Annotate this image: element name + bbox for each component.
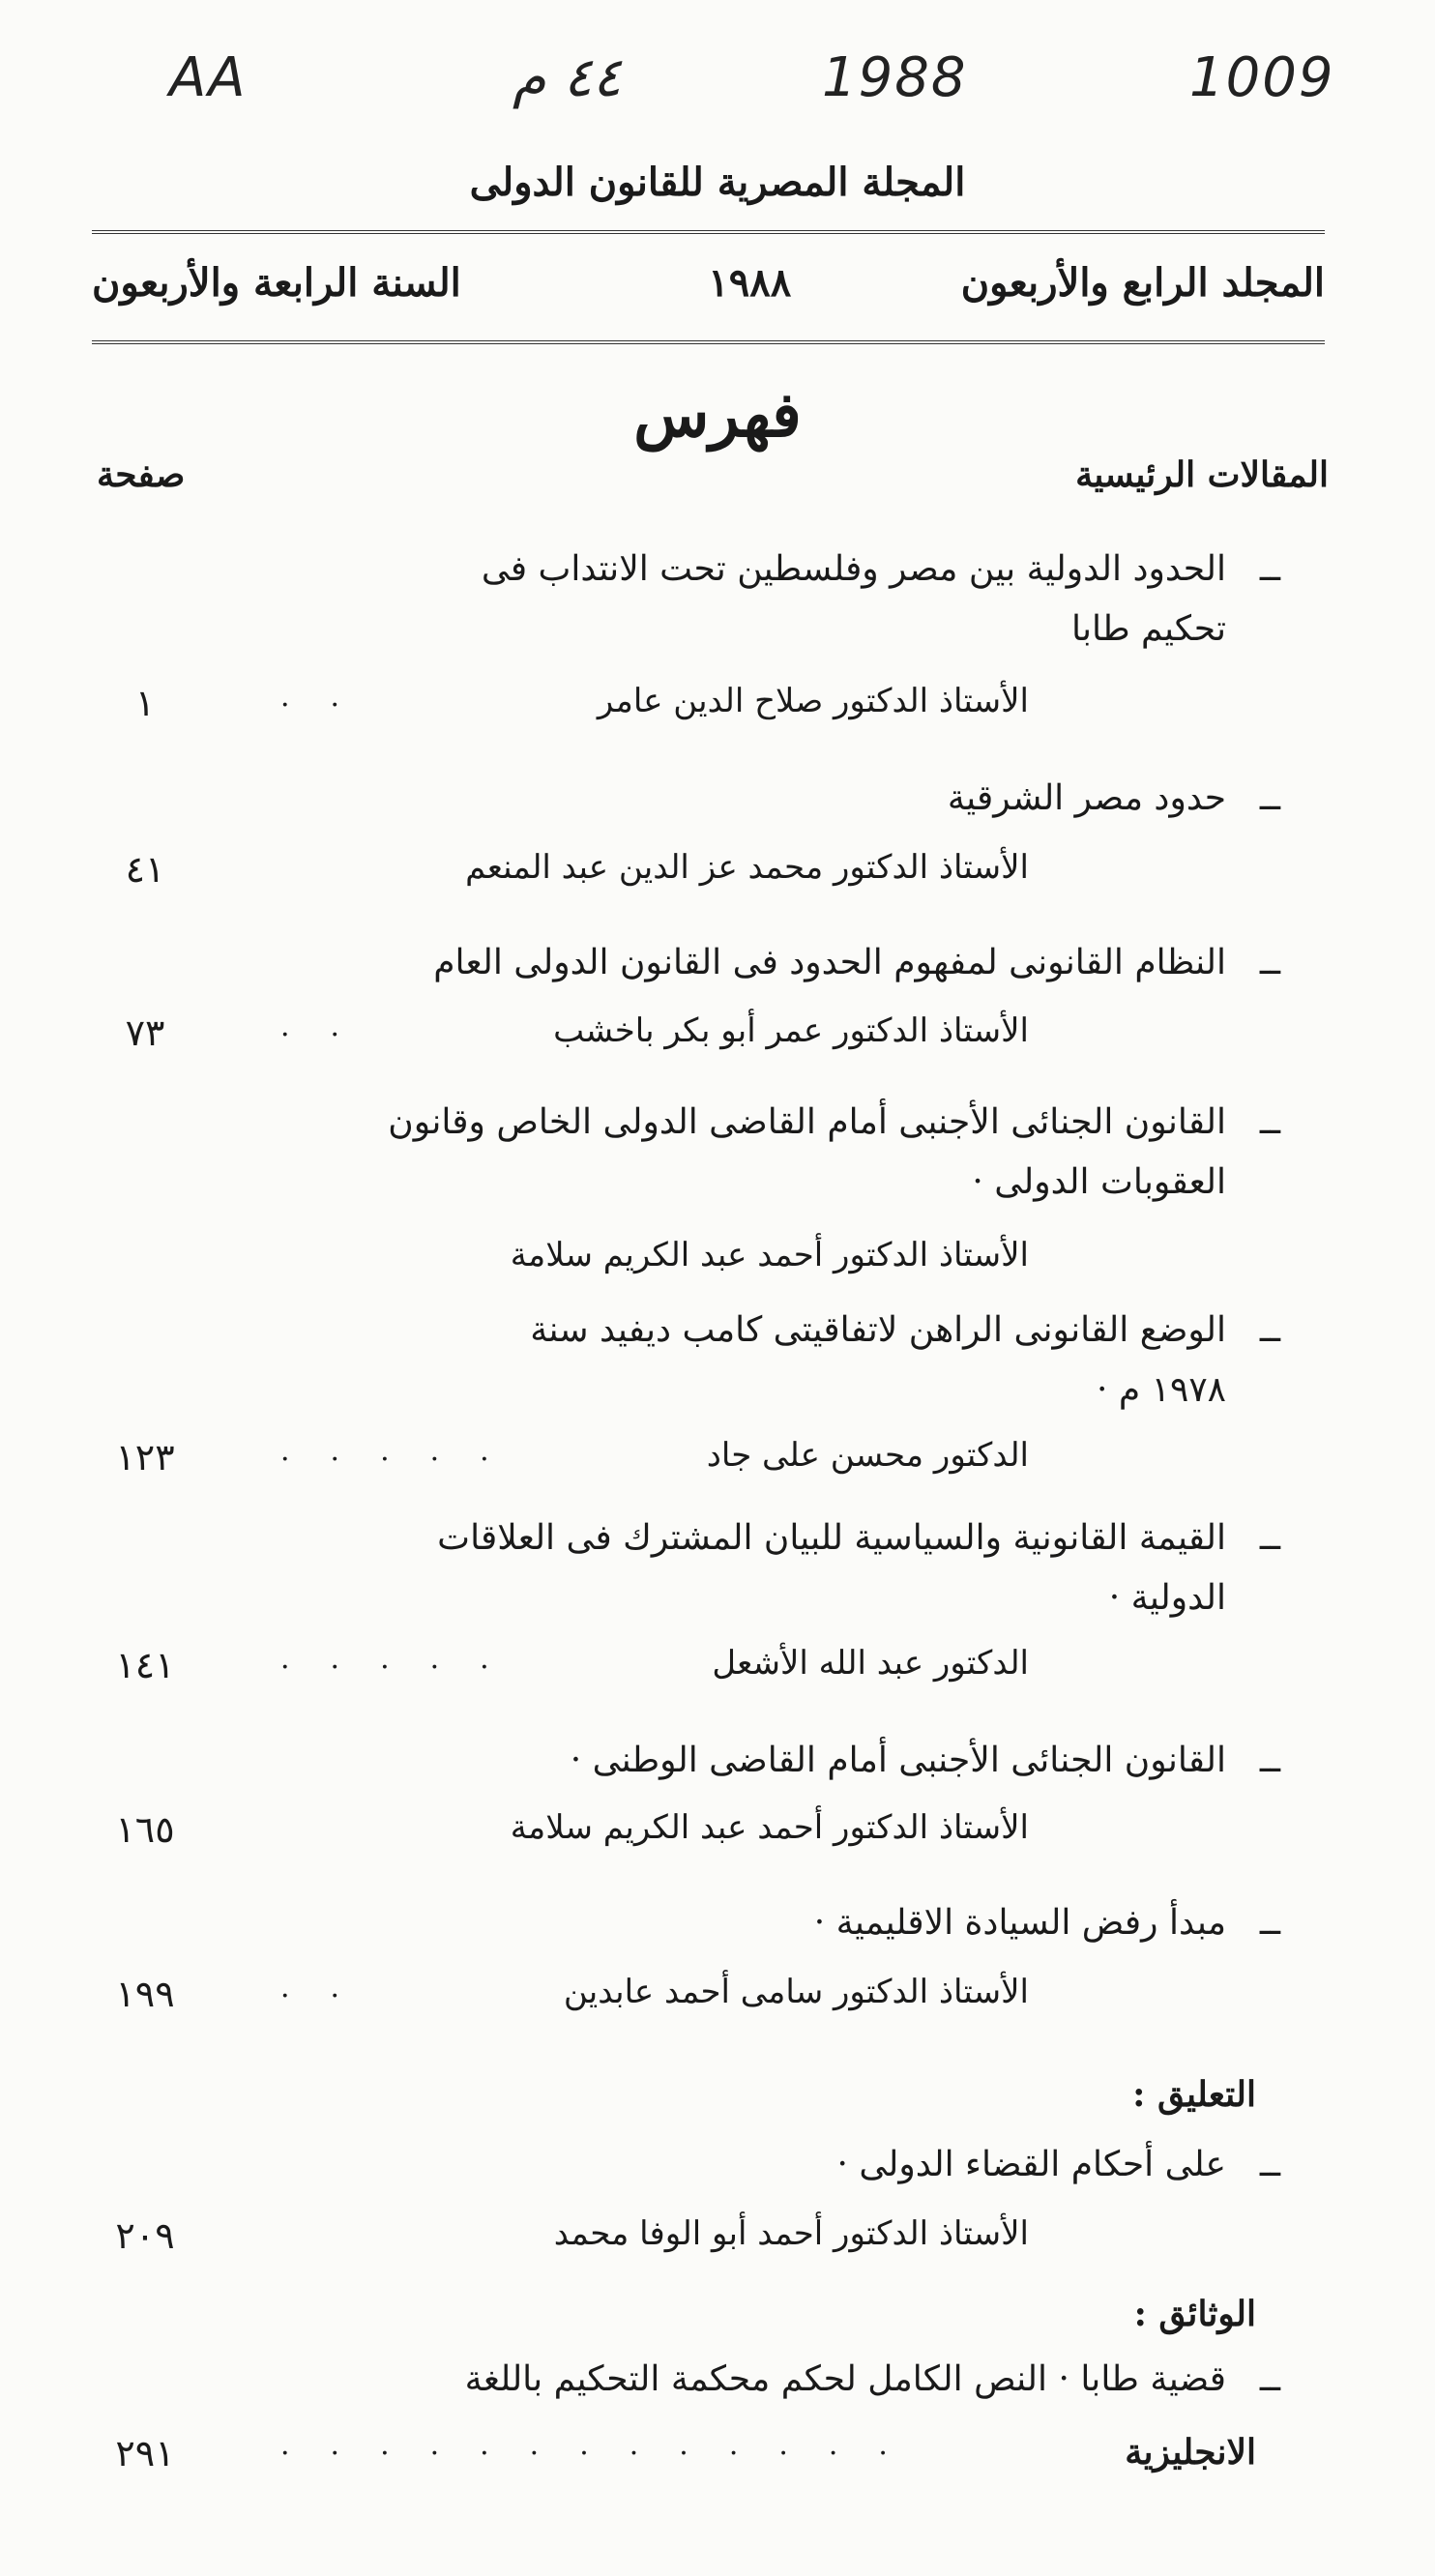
page-number: ٢٩١ [115,2432,175,2474]
document-title: ــقضية طابا · النص الكامل لحكم محكمة التحكيم باللغة [464,2359,1280,2399]
leader-dots: ············· [280,2437,928,2471]
volume-label: المجلد الرابع والأربعون [960,259,1325,306]
page-number: ١٢٣ [115,1436,175,1478]
leader-dots: ····· [280,1651,530,1684]
article-author: الأستاذ الدكتور سامى أحمد عابدين [563,1973,1029,2011]
comment-title: ــعلى أحكام القضاء الدولى · [836,2145,1280,2184]
article-author: الأستاذ الدكتور صلاح الدين عامر [597,682,1029,720]
header-rule-bottom [92,340,1325,344]
page-number: ١ [134,682,156,724]
main-section-heading: المقالات الرئيسية [1075,454,1329,495]
year: ١٩٨٨ [708,259,792,306]
leader-dots: ····· [280,1443,530,1477]
article-author: الدكتور عبد الله الأشعل [712,1644,1029,1683]
article-author: الأستاذ الدكتور أحمد عبد الكريم سلامة [510,1236,1029,1274]
page-number: ٤١ [125,848,165,891]
article-title: ــالقانون الجنائى الأجنبى أمام القاضى الوطنى · [570,1741,1280,1780]
comment-section-heading: التعليق : [1132,2074,1256,2115]
page-number: ١٩٩ [115,1973,175,2015]
article-author: الأستاذ الدكتور عمر أبو بكر باخشب [553,1011,1029,1050]
article-title: ــالنظام القانونى لمفهوم الحدود فى القانون الدولى العام [433,943,1280,982]
article-title: ــالحدود الدولية بين مصر وفلسطين تحت الانتداب فى تحكيم طابا [481,549,1280,649]
leader-dots: ·· [280,688,381,722]
page-number: ١٤١ [115,1644,175,1686]
page-number: ٢٠٩ [115,2214,175,2257]
article-title: ــمبدأ رفض السيادة الاقليمية · [813,1903,1280,1943]
page-number: ٧٣ [125,1011,165,1054]
article-author: الأستاذ الدكتور محمد عز الدين عبد المنعم [465,848,1029,887]
article-author: الدكتور محسن على جاد [706,1436,1029,1475]
article-author: الأستاذ الدكتور أحمد عبد الكريم سلامة [510,1808,1029,1847]
year-label: السنة الرابعة والأربعون [92,259,461,306]
header-rule-top [92,230,1325,234]
article-title: ــحدود مصر الشرقية [947,778,1280,818]
handwritten-note: ٤٤ م [512,46,622,109]
article-title: ــالوضع القانونى الراهن لاتفاقيتى كامب ديفيد سنة ١٩٧٨ م · [530,1310,1280,1410]
article-title: ــالقانون الجنائى الأجنبى أمام القاضى الدولى الخاص وقانون العقوبات الدولى · [388,1102,1280,1202]
article-title: ــالقيمة القانونية والسياسية للبيان المشترك فى العلاقات الدولية · [437,1518,1280,1618]
comment-author: الأستاذ الدكتور أحمد أبو الوفا محمد [553,2214,1029,2253]
leader-dots: ·· [280,1018,381,1052]
handwritten-note: 1988 [822,46,968,109]
leader-dots: ·· [280,1979,381,2013]
documents-section-heading: الوثائق : [1133,2294,1256,2334]
handwritten-note: 1009 [1189,46,1335,109]
page-column-label: صفحة [97,454,186,495]
journal-name: المجلة المصرية للقانون الدولى [469,160,966,205]
toc-title: فهرس [633,379,802,452]
handwritten-note: AA [169,46,248,109]
volume-row [92,253,1325,311]
document-title-cont: الانجليزية [1125,2432,1256,2473]
page-number: ١٦٥ [115,1808,175,1851]
